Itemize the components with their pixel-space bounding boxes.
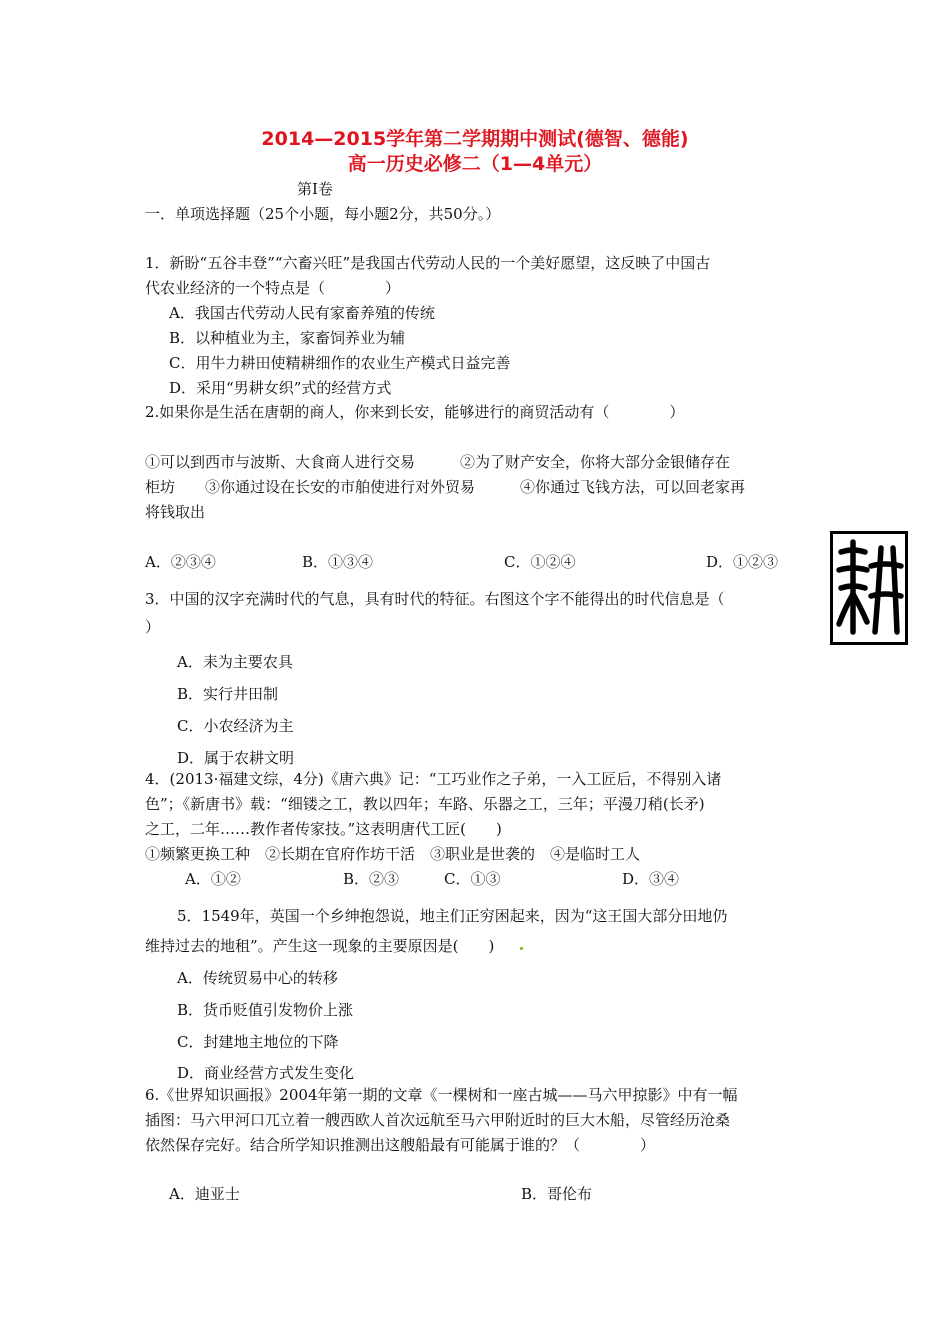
q4-option-b: B．②③: [343, 870, 400, 888]
q3-option-d: D．属于农耕文明: [177, 749, 295, 767]
q1-option-b: B．以种植业为主，家畜饲养业为辅: [169, 329, 406, 347]
volume-label: 第Ⅰ卷: [297, 180, 333, 198]
q2-statements-line2: 柜坊 ③你通过设在长安的市舶使进行对外贸易 ④你通过飞钱方法，可以回老家再: [145, 478, 746, 496]
q1-option-c: C．用牛力耕田使精耕细作的农业生产模式日益完善: [169, 354, 511, 372]
q2-option-c: C．①②④: [504, 553, 576, 571]
q4-option-d: D．③④: [622, 870, 680, 888]
q1-option-d: D．采用“男耕女织”式的经营方式: [169, 379, 392, 397]
q1-stem-line1: 1．新盼“五谷丰登”“六畜兴旺”是我国古代劳动人民的一个美好愿望，这反映了中国古: [145, 254, 711, 272]
section-heading: 一．单项选择题（25个小题，每小题2分，共50分。）: [145, 205, 501, 223]
q5-stem-line2: 维持过去的地租”。产生这一现象的主要原因是( ): [145, 937, 495, 955]
q3-stem-line2: ）: [145, 618, 161, 636]
q3-option-b: B．实行井田制: [177, 685, 279, 703]
exam-subtitle: 高一历史必修二（1—4单元）: [347, 153, 603, 175]
q5-option-c: C．封建地主地位的下降: [177, 1033, 339, 1051]
q4-option-a: A．①②: [185, 870, 241, 888]
q3-stem-line1: 3．中国的汉字充满时代的气息，具有时代的特征。右图这个字不能得出的时代信息是（: [145, 590, 725, 608]
q3-option-a: A．耒为主要农具: [177, 653, 293, 671]
q6-option-a: A．迪亚士: [169, 1185, 240, 1203]
q2-option-b: B．①③④: [302, 553, 374, 571]
q6-option-b: B．哥伦布: [521, 1185, 593, 1203]
q5-option-a: A．传统贸易中心的转移: [177, 969, 338, 987]
q4-option-c: C．①③: [444, 870, 501, 888]
q5-option-b: B．货币贬值引发物价上涨: [177, 1001, 354, 1019]
q4-stem-line2: 色”；《新唐书》载：“细镂之工，教以四年；车路、乐器之工，三年；平漫刀稍(长矛): [145, 795, 705, 813]
exam-title: 2014—2015学年第二学期期中测试(德智、德能): [261, 128, 689, 150]
q4-stem-line1: 4．(2013·福建文综，4分)《唐六典》记：“工巧业作之子弟，一入工匠后，不得别入诸: [145, 770, 722, 788]
q6-stem-line3: 依然保存完好。结合所学知识推测出这艘船最有可能属于谁的？（ ）: [145, 1136, 656, 1154]
q2-option-a: A．②③④: [145, 553, 216, 571]
q5-stem-line1: 5．1549年，英国一个乡绅抱怨说，地主们正穷困起来，因为“这王国大部分田地仍: [177, 907, 728, 925]
q2-statements-line3: 将钱取出: [145, 503, 206, 521]
q4-statements: ①频繁更换工种 ②长期在官府作坊干活 ③职业是世袭的 ④是临时工人: [145, 845, 641, 863]
q6-stem-line1: 6.《世界知识画报》2004年第一期的文章《一棵树和一座古城——马六甲掠影》中有一幅: [145, 1086, 738, 1104]
q6-stem-line2: 插图：马六甲河口兀立着一艘西欧人首次远航至马六甲附近时的巨大木船，尽管经历沧桑: [145, 1111, 731, 1129]
seal-script-image: [830, 531, 908, 645]
q2-statements-line1: ①可以到西市与波斯、大食商人进行交易 ②为了财产安全，你将大部分金银储存在: [145, 453, 731, 471]
q1-stem-line2: 代农业经济的一个特点是（ ）: [145, 279, 401, 297]
seal-character-geng-icon: [833, 534, 905, 642]
q5-option-d: D．商业经营方式发生变化: [177, 1064, 355, 1082]
q3-option-c: C．小农经济为主: [177, 717, 294, 735]
scan-speck: [520, 947, 523, 950]
q1-option-a: A．我国古代劳动人民有家畜养殖的传统: [169, 304, 435, 322]
q2-stem: 2.如果你是生活在唐朝的商人，你来到长安，能够进行的商贸活动有（ ）: [145, 403, 685, 421]
q4-stem-line3: 之工，二年……教作者传家技。”这表明唐代工匠( ): [145, 820, 502, 838]
q2-option-d: D．①②③: [706, 553, 779, 571]
